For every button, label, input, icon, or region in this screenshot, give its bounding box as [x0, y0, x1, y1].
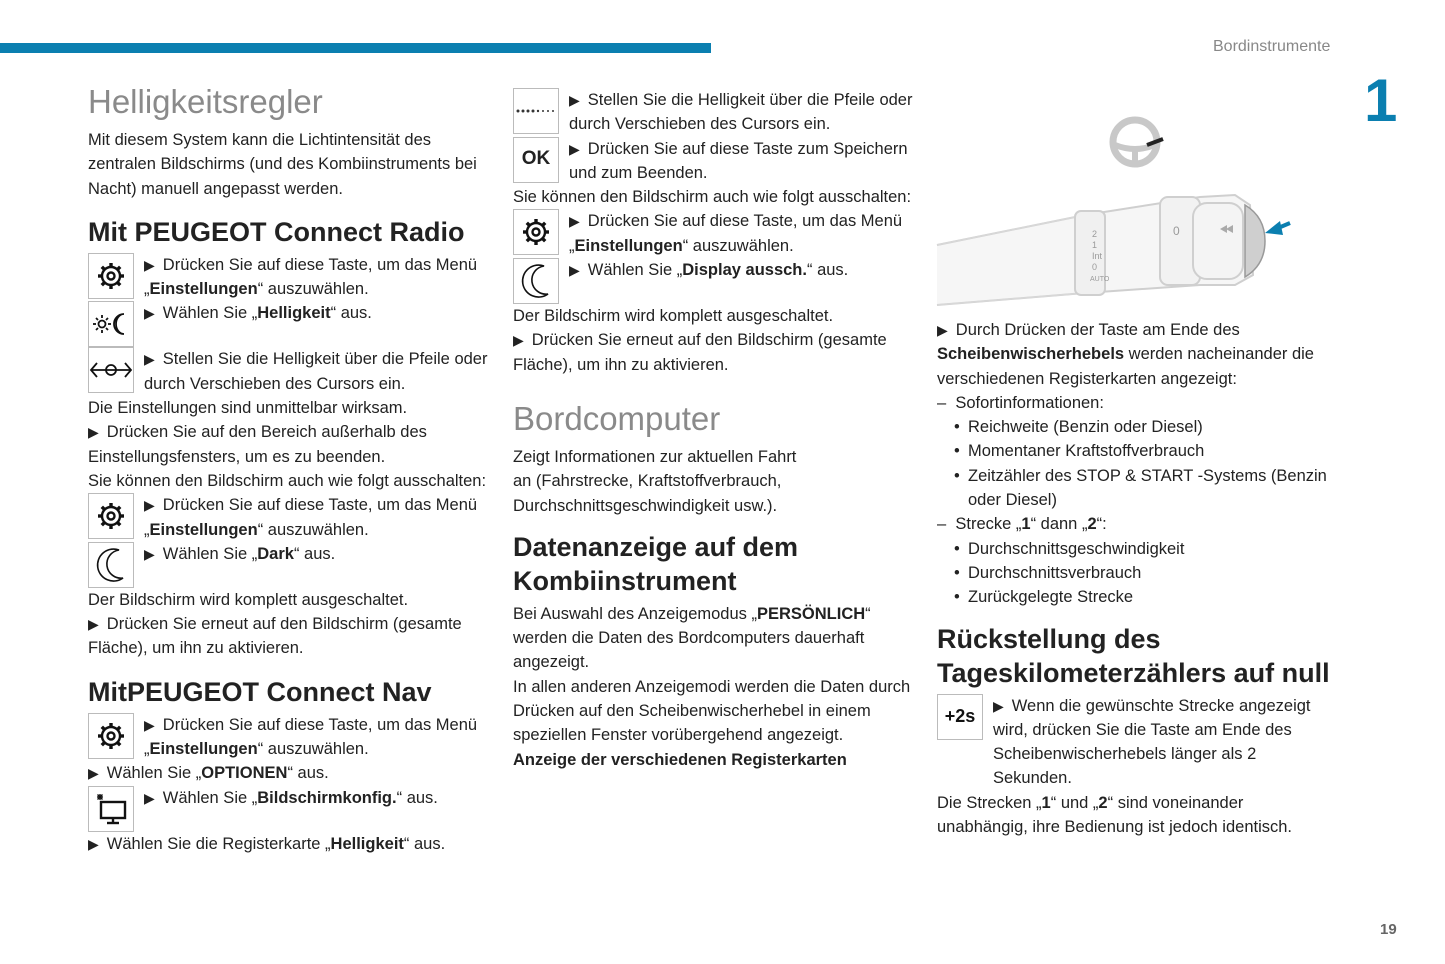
- dots-slider-icon: [513, 88, 559, 134]
- personal-mode-text: Bei Auswahl des Anzeigemodus „PERSÖNLICH“ werden die Daten des Bordcomputers dauerhaft angezeigt.: [513, 604, 871, 672]
- page-number: 19: [1380, 921, 1397, 938]
- options-step: ▶ Wählen Sie „OPTIONEN“ aus.: [88, 764, 329, 783]
- step-row: ▶ Stellen Sie die Helligkeit über die Pfeile oder durch Verschieben des Cursors ein.: [513, 88, 913, 137]
- step-row: ▶ Wählen Sie „Helligkeit“ aus.: [88, 301, 488, 347]
- heading-reset-trip: Rückstellung des Tageskilometerzählers auf null: [937, 623, 1330, 688]
- header-accent-bar: [0, 43, 711, 53]
- trip-independence-text: Die Strecken „1“ und „2“ sind voneinander unabhängig, ihre Bedienung ist jedoch identisch.: [937, 793, 1293, 837]
- step-row: ▶ Wählen Sie „Bildschirmkonfig.“ aus.: [88, 786, 488, 832]
- gear-icon: [88, 713, 134, 759]
- step-row: ▶ Drücken Sie auf diese Taste, um das Menü „Einstellungen“ auszuwählen.: [88, 713, 488, 762]
- lever-press-instruction: ▶ Durch Drücken der Taste am Ende des Scheibenwischerhebels werden nacheinander die verschiedenen Registerkarten angezeigt:: [937, 321, 1314, 388]
- column-3: [937, 318, 1332, 839]
- heading-connect-radio: Mit PEUGEOT Connect Radio: [88, 216, 465, 247]
- step-row: ▶ Stellen Sie die Helligkeit über die Pfeile oder durch Verschieben des Cursors ein.: [88, 347, 488, 396]
- column-1: [88, 82, 488, 856]
- gear-icon: [88, 493, 134, 539]
- step-row: +2s ▶ Wenn die gewünschte Strecke angezeigt wird, drücken Sie die Taste am Ende des Scheibenwischerhebels länger als 2 Sekunden.: [937, 694, 1332, 791]
- gear-icon: [513, 209, 559, 255]
- exit-instruction: ▶ Drücken Sie auf den Bereich außerhalb des Einstellungsfensters, um es zu beenden.: [88, 423, 427, 466]
- hold-2s-icon: +2s: [937, 694, 983, 740]
- svg-text:2: 2: [1092, 229, 1098, 239]
- press-arrow-icon: [1265, 221, 1290, 235]
- heading-helligkeitsregler: Helligkeitsregler: [88, 83, 323, 120]
- ok-button-icon: OK: [513, 137, 559, 183]
- reactivate-instruction: ▶ Drücken Sie erneut auf den Bildschirm (gesamte Fläche), um ihn zu aktivieren.: [88, 615, 462, 658]
- list-item: • Zurückgelegte Strecke: [954, 588, 1134, 607]
- step-row: ▶ Wählen Sie „Dark“ aus.: [88, 542, 488, 588]
- svg-text:1: 1: [1092, 240, 1098, 250]
- section-title: Bordinstrumente: [1213, 38, 1331, 55]
- list-item: • Zeitzähler des STOP & START -Systems (Benzin oder Diesel): [954, 466, 1327, 510]
- switch-off-intro: Sie können den Bildschirm auch wie folgt ausschalten:: [513, 188, 912, 207]
- steering-wheel-icon: [1113, 120, 1163, 164]
- step-row: ▶ Drücken Sie auf diese Taste, um das Menü „Einstellungen“ auszuwählen.: [88, 253, 488, 302]
- list-item: • Momentaner Kraftstoffverbrauch: [954, 442, 1205, 461]
- chapter-number: 1: [1364, 67, 1398, 134]
- settings-effective: Die Einstellungen sind unmittelbar wirksam.: [88, 399, 408, 418]
- screen-config-icon: [88, 786, 134, 832]
- intro-text: Mit diesem System kann die Lichtintensität des zentralen Bildschirms (und des Kombiinstruments bei Nacht) manuell angepasst werden.: [88, 131, 477, 198]
- heading-connect-nav: MitPEUGEOT Connect Nav: [88, 676, 432, 707]
- brightness-tab-step: ▶ Wählen Sie die Registerkarte „Helligkeit“ aus.: [88, 834, 446, 853]
- step-row: ▶ Drücken Sie auf diese Taste, um das Menü „Einstellungen“ auszuwählen.: [88, 493, 488, 542]
- moon-icon: [513, 258, 559, 304]
- list-item: • Reichweite (Benzin oder Diesel): [954, 418, 1203, 437]
- svg-text:AUTO: AUTO: [1090, 276, 1110, 283]
- heading-datenanzeige: Datenanzeige auf dem Kombiinstrument: [513, 531, 799, 596]
- other-modes-text: In allen anderen Anzeigemodi werden die Daten durch Drücken auf den Scheibenwischerhebel in einem speziellen Fenster vorübergehend angezeigt.: [513, 677, 911, 745]
- dash-item: – Strecke „1“ dann „2“:: [937, 515, 1107, 534]
- svg-text:Int: Int: [1092, 251, 1103, 261]
- column-2: [513, 88, 913, 772]
- svg-text:0: 0: [1173, 224, 1180, 238]
- tabs-display-heading: Anzeige der verschiedenen Registerkarten: [513, 750, 847, 769]
- gear-icon: [88, 253, 134, 299]
- list-item: • Durchschnittsverbrauch: [954, 563, 1142, 582]
- wiper-lever-illustration: [935, 105, 1335, 315]
- step-row: OK ▶ Drücken Sie auf diese Taste zum Speichern und zum Beenden.: [513, 137, 913, 186]
- heading-bordcomputer: Bordcomputer: [513, 399, 721, 437]
- switch-off-intro: Sie können den Bildschirm auch wie folgt ausschalten:: [88, 471, 487, 490]
- slider-icon: [88, 347, 134, 393]
- screen-off-text: Der Bildschirm wird komplett ausgeschaltet.: [513, 307, 834, 326]
- reactivate-instruction: ▶ Drücken Sie erneut auf den Bildschirm (gesamte Fläche), um ihn zu aktivieren.: [513, 331, 887, 374]
- step-row: ▶ Drücken Sie auf diese Taste, um das Menü „Einstellungen“ auszuwählen.: [513, 209, 913, 258]
- brightness-icon: [88, 301, 134, 347]
- list-item: • Durchschnittsgeschwindigkeit: [954, 539, 1185, 558]
- screen-off-text: Der Bildschirm wird komplett ausgeschaltet.: [88, 590, 409, 609]
- step-row: ▶ Wählen Sie „Display aussch.“ aus.: [513, 258, 913, 304]
- bordcomputer-intro: Zeigt Informationen zur aktuellen Fahrt an (Fahrstrecke, Kraftstoffverbrauch, Durchschnittsgeschwindigkeit usw.).: [513, 447, 797, 515]
- moon-icon: [88, 542, 134, 588]
- svg-text:0: 0: [1092, 262, 1098, 272]
- dash-item: – Sofortinformationen:: [937, 393, 1104, 412]
